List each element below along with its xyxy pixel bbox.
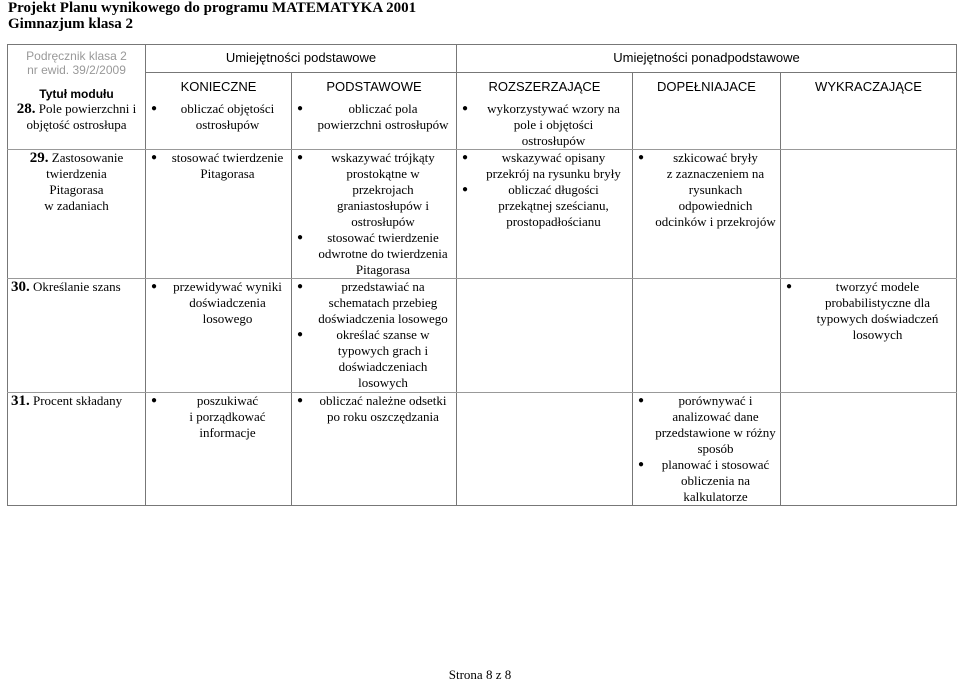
skills-cell-konieczne xyxy=(146,150,292,279)
skill-text: losowego xyxy=(202,311,253,326)
skill-text: odpowiednich xyxy=(678,198,753,213)
module-topic-cell xyxy=(8,393,146,506)
skill-text: Pitagorasa xyxy=(200,166,255,181)
module-number: 30. xyxy=(11,279,30,295)
textbook-info xyxy=(8,45,146,102)
skill-list xyxy=(295,279,453,391)
skill-text: obliczać należne odsetki xyxy=(319,393,447,408)
module-topic-line: Pole powierzchni i xyxy=(38,101,137,116)
skill-item xyxy=(295,279,453,327)
level-header-podstawowe: PODSTAWOWE xyxy=(292,72,457,101)
skill-item xyxy=(149,279,288,327)
skill-list xyxy=(149,101,288,133)
skill-item xyxy=(784,279,953,343)
skill-text: określać szanse w xyxy=(336,327,430,342)
skill-item xyxy=(295,327,453,391)
skills-cell-rozszerzajace xyxy=(457,393,633,506)
module-title-header: Tytuł modułu xyxy=(39,87,114,101)
skill-item xyxy=(149,101,288,133)
skill-text: informacje xyxy=(199,425,256,440)
skill-text: z zaznaczeniem na xyxy=(666,166,765,181)
skill-text: przekrój na rysunku bryły xyxy=(486,166,621,181)
skills-cell-wykraczajace xyxy=(781,150,957,279)
skill-text: i porządkować xyxy=(189,409,266,424)
level-header-wykraczajace: WYKRACZAJĄCE xyxy=(781,72,957,101)
skill-list xyxy=(636,150,777,230)
skills-cell-dopelniajace xyxy=(633,393,781,506)
skill-list xyxy=(295,393,453,425)
textbook-registration: nr ewid. 39/2/2009 xyxy=(27,63,126,77)
level-header-konieczne: KONIECZNE xyxy=(146,72,292,101)
skill-text: rysunkach xyxy=(688,182,743,197)
skills-cell-rozszerzajace xyxy=(457,150,633,279)
skill-item xyxy=(460,101,629,149)
table-header xyxy=(8,45,957,102)
skill-text: wskazywać opisany xyxy=(501,150,606,165)
skill-item xyxy=(295,150,453,230)
skill-text: doświadczenia xyxy=(189,295,266,310)
learning-plan-table xyxy=(7,44,957,506)
table-row xyxy=(8,150,957,279)
module-topic-line: twierdzenia xyxy=(46,166,107,181)
skill-text: typowych doświadczeń xyxy=(816,311,939,326)
skill-item xyxy=(295,101,453,133)
skill-list xyxy=(636,393,777,505)
skills-cell-konieczne xyxy=(146,393,292,506)
skill-item xyxy=(460,182,629,230)
skill-text: odcinków i przekrojów xyxy=(655,214,776,229)
skill-text: sposób xyxy=(697,441,734,456)
skill-text: porównywać i xyxy=(678,393,753,408)
skill-text: planować i stosować xyxy=(661,457,770,472)
skill-text: poszukiwać xyxy=(196,393,259,408)
skill-text: stosować twierdzenie xyxy=(171,150,284,165)
skill-text: losowych xyxy=(852,327,903,342)
skill-list xyxy=(460,150,629,230)
skill-text: tworzyć modele xyxy=(835,279,920,294)
skills-cell-podstawowe xyxy=(292,101,457,150)
level-header-rozszerzajace: ROZSZERZAJĄCE xyxy=(457,72,633,101)
skill-text: wykorzystywać wzory na xyxy=(487,101,620,116)
table-row xyxy=(8,393,957,506)
skill-item xyxy=(295,393,453,425)
document-title: Projekt Planu wynikowego do programu MATEMATYKA 2001 xyxy=(8,0,417,16)
skill-text: przewidywać wyniki xyxy=(173,279,282,294)
document-subtitle: Gimnazjum klasa 2 xyxy=(8,16,134,32)
basic-skills-header: Umiejętności podstawowe xyxy=(146,45,457,73)
skill-text: analizować dane xyxy=(672,409,759,424)
skill-item xyxy=(636,393,777,457)
module-topic-cell xyxy=(8,150,146,279)
skill-text: typowych grach i xyxy=(337,343,429,358)
skill-text: przekrojach xyxy=(352,182,414,197)
skills-cell-rozszerzajace xyxy=(457,101,633,150)
skills-cell-rozszerzajace xyxy=(457,279,633,393)
skill-list xyxy=(149,150,288,182)
table-row xyxy=(8,279,957,393)
skill-list xyxy=(295,101,453,133)
skill-item xyxy=(149,150,288,182)
table-body xyxy=(8,101,957,506)
module-topic-line: Zastosowanie xyxy=(51,150,124,165)
module-topic-line: Pitagorasa xyxy=(49,182,104,197)
skills-cell-konieczne xyxy=(146,279,292,393)
level-header-dopelniajace: DOPEŁNIAJACE xyxy=(633,72,781,101)
module-topic-line: Procent składany xyxy=(33,393,123,408)
skill-list xyxy=(784,279,953,343)
skill-text: przedstawione w różny xyxy=(655,425,776,440)
skill-list xyxy=(460,101,629,149)
skills-cell-wykraczajace xyxy=(781,279,957,393)
skill-item xyxy=(636,457,777,505)
skill-text: szkicować bryły xyxy=(673,150,758,165)
skill-text: ostrosłupów xyxy=(521,133,586,148)
skills-cell-konieczne xyxy=(146,101,292,150)
skill-text: przedstawiać na xyxy=(341,279,425,294)
skill-list xyxy=(149,279,288,327)
skill-text: graniastosłupów i xyxy=(336,198,430,213)
module-topic-line: objętość ostrosłupa xyxy=(26,117,127,132)
skills-cell-podstawowe xyxy=(292,279,457,393)
skills-cell-wykraczajace xyxy=(781,393,957,506)
textbook-name: Podręcznik klasa 2 xyxy=(26,49,127,63)
skill-text: schematach przebieg xyxy=(328,295,438,310)
skills-cell-wykraczajace xyxy=(781,101,957,150)
skill-text: losowych xyxy=(358,375,408,390)
skill-text: kalkulatorze xyxy=(683,489,748,504)
skill-text: obliczenia na xyxy=(681,473,750,488)
skill-text: probabilistyczne dla xyxy=(824,295,931,310)
skill-text: obliczać długości xyxy=(508,182,599,197)
skill-item xyxy=(149,393,288,441)
skill-text: prostokątne w xyxy=(346,166,420,181)
skill-text: powierzchni ostrosłupów xyxy=(317,117,449,132)
skill-text: obliczać pola xyxy=(348,101,418,116)
module-number: 29. xyxy=(29,150,49,166)
skill-text: prostopadłościanu xyxy=(506,214,601,229)
skill-text: stosować twierdzenie xyxy=(327,230,439,245)
module-topic-cell xyxy=(8,279,146,393)
page-number: Strona 8 z 8 xyxy=(448,667,512,682)
skills-cell-podstawowe xyxy=(292,393,457,506)
table-row xyxy=(8,101,957,150)
skill-list xyxy=(149,393,288,441)
skill-text: Pitagorasa xyxy=(355,262,411,277)
skill-item xyxy=(636,150,777,230)
skill-text: po roku oszczędzania xyxy=(327,409,439,424)
skill-text: pole i objętości xyxy=(513,117,594,132)
module-number: 28. xyxy=(16,101,36,117)
skills-cell-dopelniajace xyxy=(633,150,781,279)
skill-item xyxy=(295,230,453,278)
skill-text: ostrosłupów xyxy=(351,214,415,229)
skills-cell-dopelniajace xyxy=(633,101,781,150)
module-number: 31. xyxy=(11,393,30,409)
advanced-skills-header: Umiejętności ponadpodstawowe xyxy=(457,45,957,73)
module-topic-cell xyxy=(8,101,146,150)
skill-text: doświadczeniach xyxy=(338,359,428,374)
skills-cell-dopelniajace xyxy=(633,279,781,393)
skill-text: wskazywać trójkąty xyxy=(331,150,435,165)
skill-text: odwrotne do twierdzenia xyxy=(318,246,448,261)
skill-text: ostrosłupów xyxy=(195,117,260,132)
skill-item xyxy=(460,150,629,182)
module-topic-line: w zadaniach xyxy=(44,198,109,213)
skill-list xyxy=(295,150,453,278)
module-topic-line: Określanie szans xyxy=(33,279,121,294)
skill-text: doświadczenia losowego xyxy=(318,311,448,326)
skills-cell-podstawowe xyxy=(292,150,457,279)
skill-text: obliczać objętości xyxy=(180,101,275,116)
skill-text: przekątnej sześcianu, xyxy=(498,198,609,213)
